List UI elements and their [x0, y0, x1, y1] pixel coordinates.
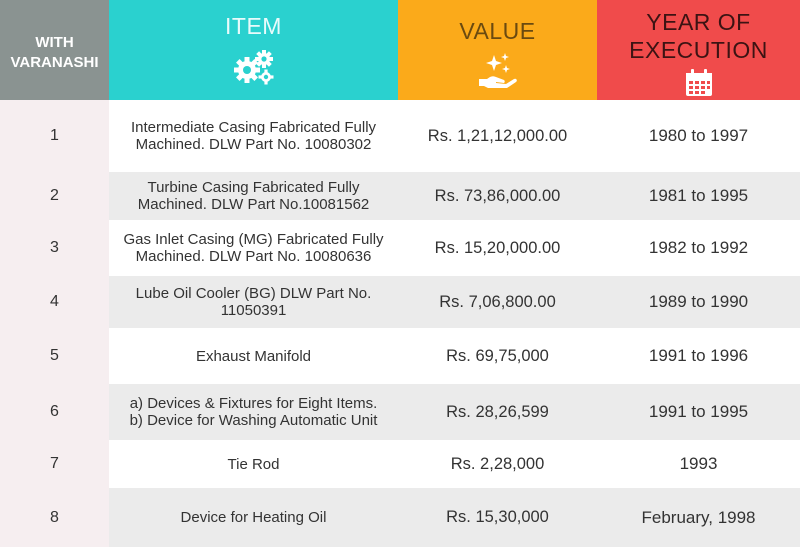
year-header-title — [597, 8, 800, 64]
row-year: 1989 to 1990 — [597, 276, 800, 328]
row-number: 4 — [0, 276, 109, 328]
table-row — [0, 384, 800, 440]
row-year: 1991 to 1996 — [597, 328, 800, 384]
year-header-line2: EXECUTION — [629, 37, 768, 63]
row-value: Rs. 69,75,000 — [398, 328, 597, 384]
header-item — [109, 0, 398, 100]
row-item: Lube Oil Cooler (BG) DLW Part No. 11050391 — [109, 276, 398, 328]
row-item: Turbine Casing Fabricated Fully Machined. DLW Part No.10081562 — [109, 172, 398, 220]
with-label: WITH VARANASHI — [10, 34, 99, 71]
row-item: Intermediate Casing Fabricated Fully Machined. DLW Part No. 10080302 — [109, 100, 398, 172]
row-value: Rs. 15,20,000.00 — [398, 220, 597, 276]
row-value: Rs. 1,21,12,000.00 — [398, 100, 597, 172]
row-item: Tie Rod — [109, 440, 398, 488]
hand-sparkle-icon — [474, 51, 522, 91]
row-number: 2 — [0, 172, 109, 220]
row-item: Device for Heating Oil — [109, 488, 398, 547]
gears-icon — [231, 46, 277, 86]
row-number: 3 — [0, 220, 109, 276]
header-year — [597, 0, 800, 100]
row-number: 1 — [0, 100, 109, 172]
table-row — [0, 328, 800, 384]
table-row — [0, 100, 800, 172]
row-number: 6 — [0, 384, 109, 440]
year-header-line1: YEAR OF — [646, 9, 751, 35]
row-number: 5 — [0, 328, 109, 384]
table-row — [0, 172, 800, 220]
row-value: Rs. 28,26,599 — [398, 384, 597, 440]
table-row — [0, 276, 800, 328]
row-item: a) Devices & Fixtures for Eight Items. b) Device for Washing Automatic Unit — [109, 384, 398, 440]
row-year: 1981 to 1995 — [597, 172, 800, 220]
header-value — [398, 0, 597, 100]
row-number: 7 — [0, 440, 109, 488]
row-value: Rs. 15,30,000 — [398, 488, 597, 547]
table-row — [0, 440, 800, 488]
row-number: 8 — [0, 488, 109, 547]
row-year: 1991 to 1995 — [597, 384, 800, 440]
row-year: 1993 — [597, 440, 800, 488]
row-year: 1980 to 1997 — [597, 100, 800, 172]
calendar-icon — [684, 68, 714, 98]
row-year: February, 1998 — [597, 488, 800, 547]
value-header-title: VALUE — [459, 18, 536, 44]
row-item: Gas Inlet Casing (MG) Fabricated Fully Machined. DLW Part No. 10080636 — [109, 220, 398, 276]
row-year: 1982 to 1992 — [597, 220, 800, 276]
table-row — [0, 220, 800, 276]
item-header-title: ITEM — [225, 13, 282, 39]
row-item: Exhaust Manifold — [109, 328, 398, 384]
table-row — [0, 488, 800, 547]
row-value: Rs. 73,86,000.00 — [398, 172, 597, 220]
header-with-varanashi — [0, 0, 109, 100]
row-value: Rs. 2,28,000 — [398, 440, 597, 488]
row-value: Rs. 7,06,800.00 — [398, 276, 597, 328]
